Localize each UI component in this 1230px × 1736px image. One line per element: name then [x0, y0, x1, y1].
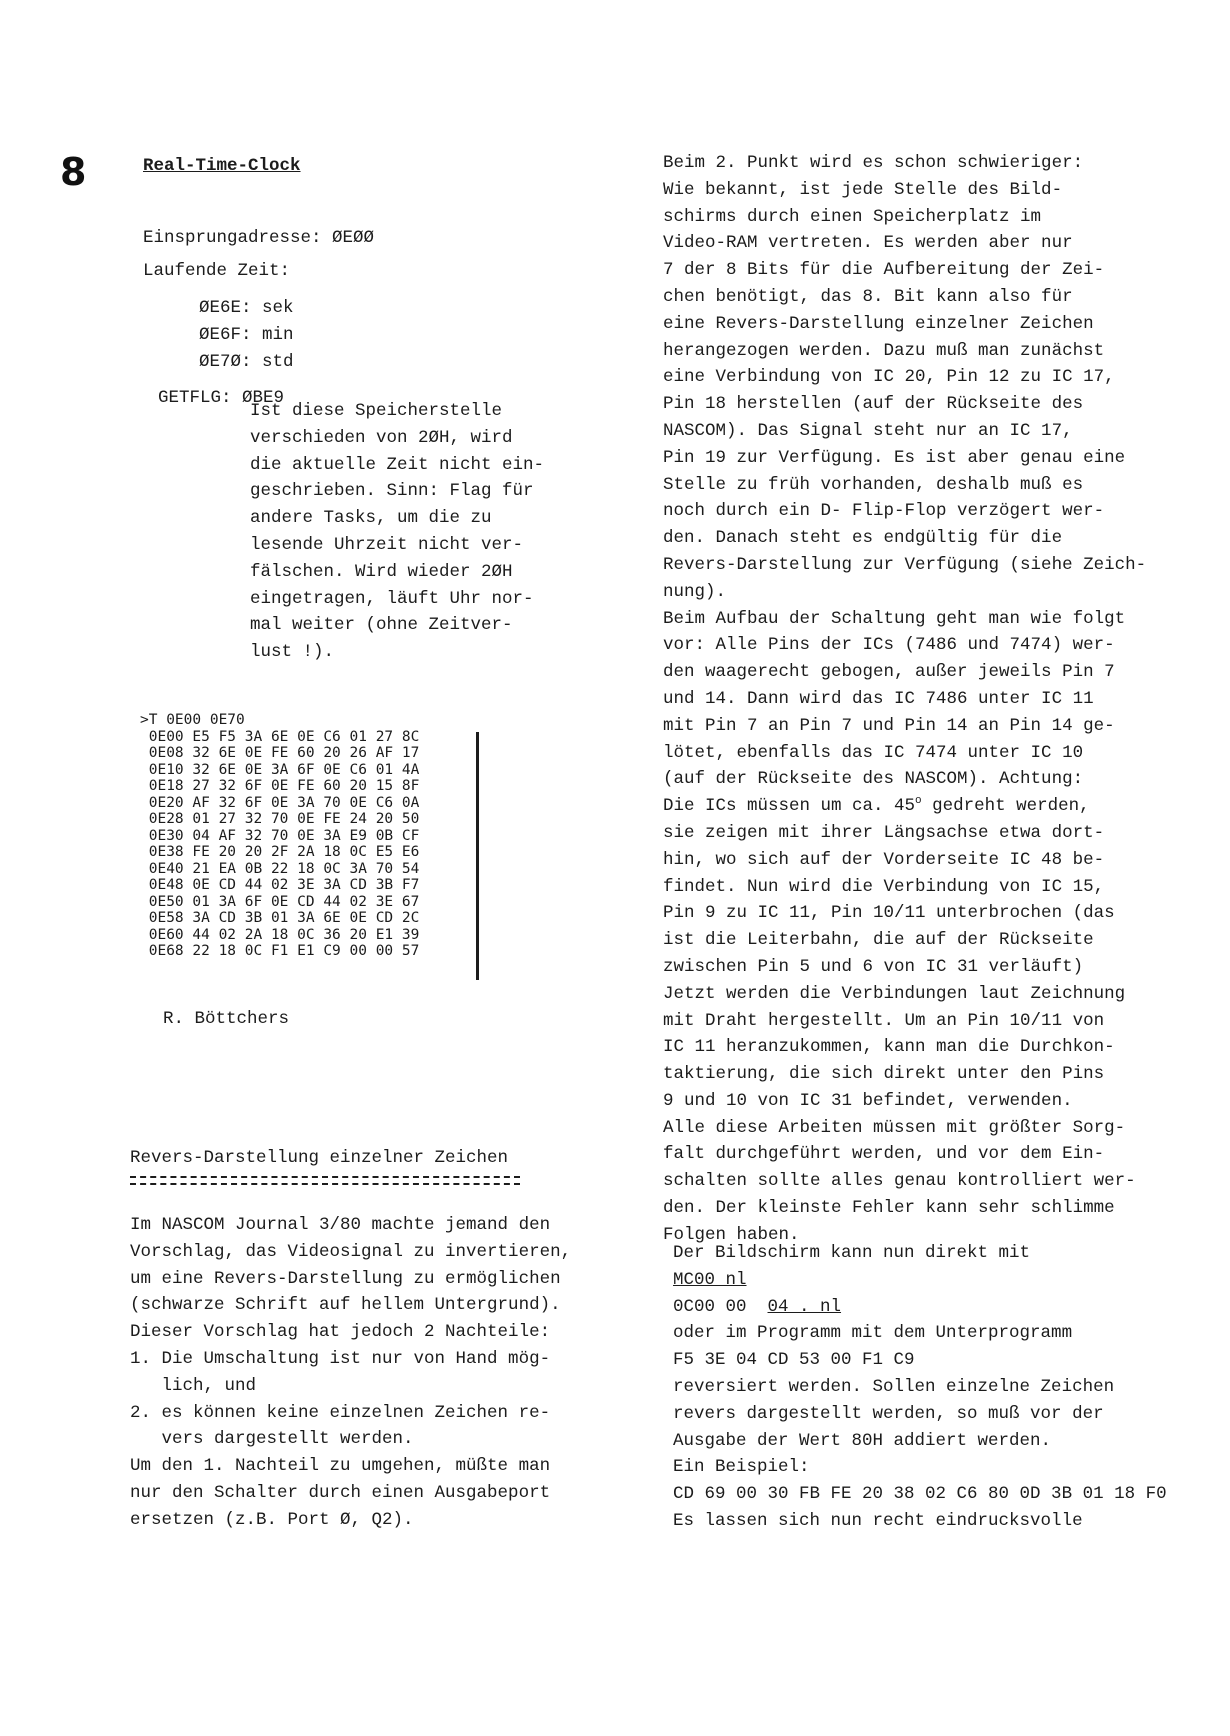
- body-line: ist die Leiterbahn, die auf der Rückseite: [663, 930, 1094, 951]
- subroutine-hex: F5 3E 04 CD 53 00 F1 C9: [673, 1350, 915, 1371]
- body-line: Folgen haben.: [663, 1224, 800, 1245]
- dump-row: 0E48 0E CD 44 02 3E 3A CD 3B F7: [140, 877, 420, 893]
- time-address-list: [199, 295, 294, 375]
- getflg-line: fälschen. Wird wieder 2ØH: [250, 561, 513, 582]
- address-sek: ØE6E: sek: [199, 298, 294, 318]
- body-line: 2. es können keine einzelnen Zeichen re-: [130, 1402, 551, 1423]
- dump-row: 0E40 21 EA 0B 22 18 0C 3A 70 54: [140, 860, 420, 877]
- rtc-title: Real-Time-Clock: [143, 156, 301, 176]
- body-line: Wie bekannt, ist jede Stelle des Bild-: [663, 179, 1063, 200]
- command-mc: MC00 nl: [673, 1269, 747, 1290]
- body-line: taktierung, die sich direkt unter den Pins: [663, 1064, 1105, 1085]
- body-line: Vorschlag, das Videosignal zu invertieren,: [130, 1241, 572, 1262]
- author: R. Böttchers: [163, 1009, 290, 1029]
- body-line: Es lassen sich nun recht eindrucksvolle: [673, 1510, 1083, 1531]
- getflg-line: lesende Uhrzeit nicht ver-: [250, 534, 524, 555]
- body-line-degree: [663, 793, 1146, 820]
- entry-address: Einsprungadresse: ØEØØ: [143, 228, 375, 248]
- checksum-divider: [476, 732, 479, 980]
- body-line: hin, wo sich auf der Vorderseite IC 48 be-: [663, 849, 1105, 870]
- body-line: Video-RAM vertreten. Es werden aber nur: [663, 233, 1073, 254]
- hex-dump: [140, 712, 419, 960]
- command-0c-value: 04 . nl: [767, 1296, 842, 1317]
- body-line: nung).: [663, 581, 727, 602]
- body-line: sie zeigen mit ihrer Längsachse etwa dort-: [663, 822, 1105, 843]
- getflg-line: geschrieben. Sinn: Flag für: [250, 481, 534, 502]
- body-line: reversiert werden. Sollen einzelne Zeichen: [673, 1376, 1115, 1397]
- getflg-label: GETFLG: ØBE9: [158, 388, 285, 408]
- body-line: Pin 18 herstellen (auf der Rückseite des: [663, 394, 1084, 415]
- dump-row: 0E58 3A CD 3B 01 3A 6E 0E CD 2C: [140, 910, 420, 926]
- body-line: schalten sollte alles genau kontrolliert wer-: [663, 1171, 1136, 1192]
- body-line: (schwarze Schrift auf hellem Untergrund).: [130, 1295, 561, 1316]
- dump-row: 0E38 FE 20 20 2F 2A 18 0C E5 E6: [140, 844, 420, 860]
- body-line: mit Draht hergestellt. Um an Pin 10/11 von: [663, 1010, 1105, 1031]
- body-line: findet. Nun wird die Verbindung von IC 15,: [663, 876, 1105, 897]
- body-line: vor: Alle Pins der ICs (7486 und 7474) wer-: [663, 635, 1115, 656]
- body-line: Der Bildschirm kann nun direkt mit: [673, 1243, 1031, 1263]
- body-line: lich, und: [130, 1375, 257, 1396]
- body-line: Ausgabe der Wert 80H addiert werden.: [673, 1430, 1052, 1451]
- body-line: Pin 9 zu IC 11, Pin 10/11 unterbrochen (das: [663, 903, 1115, 924]
- body-line: zwischen Pin 5 und 6 von IC 31 verläuft): [663, 956, 1084, 977]
- body-line: Stelle zu früh vorhanden, deshalb muß es: [663, 474, 1084, 495]
- getflg-description: [250, 398, 544, 666]
- getflg-line: eingetragen, läuft Uhr nor-: [250, 588, 534, 609]
- revers-title: Revers-Darstellung einzelner Zeichen: [130, 1148, 509, 1168]
- address-min: ØE6F: min: [199, 324, 294, 345]
- getflg-line: lust !).: [250, 642, 335, 663]
- revers-right-body: [663, 150, 1146, 1249]
- body-line: revers dargestellt werden, so muß vor der: [673, 1403, 1104, 1424]
- getflg-line: mal weiter (ohne Zeitver-: [250, 615, 513, 636]
- command-0c: [673, 1294, 1167, 1321]
- address-std: ØE7Ø: std: [199, 351, 294, 372]
- body-line: falt durchgeführt werden, und vor dem Ein-: [663, 1144, 1105, 1165]
- getflg-line: die aktuelle Zeit nicht ein-: [250, 454, 545, 475]
- body-line: den. Der kleinste Fehler kann sehr schlimme: [663, 1198, 1115, 1219]
- degree-tail: gedreht werden,: [921, 796, 1090, 817]
- body-line: Alle diese Arbeiten müssen mit größter Sorg-: [663, 1117, 1126, 1138]
- body-line: eine Revers-Darstellung einzelner Zeichen: [663, 313, 1094, 334]
- body-line: herangezogen werden. Dazu muß man zunächst: [663, 340, 1105, 361]
- body-line: lötet, ebenfalls das IC 7474 unter IC 10: [663, 742, 1084, 763]
- body-line: noch durch ein D- Flip-Flop verzögert wer-: [663, 501, 1105, 522]
- body-line: mit Pin 7 an Pin 7 und Pin 14 an Pin 14 ge-: [663, 715, 1115, 736]
- dump-row: 0E30 04 AF 32 70 0E 3A E9 0B CF: [140, 827, 420, 844]
- dump-row: 0E28 01 27 32 70 0E FE 24 20 50: [140, 811, 420, 827]
- getflg-line: Ist diese Speicherstelle: [250, 401, 503, 421]
- body-line: 9 und 10 von IC 31 befindet, verwenden.: [663, 1090, 1073, 1111]
- body-line: 7 der 8 Bits für die Aufbereitung der Zei-: [663, 260, 1105, 281]
- body-line: schirms durch einen Speicherplatz im: [663, 206, 1042, 227]
- body-line: Beim 2. Punkt wird es schon schwieriger:: [663, 153, 1084, 173]
- revers-right-body-continued: [673, 1240, 1167, 1535]
- dump-row: 0E20 AF 32 6F 0E 3A 70 0E C6 0A: [140, 794, 420, 811]
- dump-row: 0E00 E5 F5 3A 6E 0E C6 01 27 8C: [140, 728, 420, 745]
- body-line: Beim Aufbau der Schaltung geht man wie folgt: [663, 608, 1126, 629]
- laufende-zeit-label: Laufende Zeit:: [143, 261, 291, 281]
- body-line: 1. Die Umschaltung ist nur von Hand mög-: [130, 1348, 551, 1369]
- body-line: Pin 19 zur Verfügung. Es ist aber genau eine: [663, 447, 1126, 468]
- title-double-rule: [130, 1176, 520, 1185]
- dump-row: 0E18 27 32 6F 0E FE 60 20 15 8F: [140, 778, 420, 794]
- body-line: um eine Revers-Darstellung zu ermöglichen: [130, 1268, 561, 1289]
- body-line: Im NASCOM Journal 3/80 machte jemand den: [130, 1215, 551, 1235]
- body-line: Um den 1. Nachteil zu umgehen, müßte man: [130, 1456, 551, 1477]
- body-line: nur den Schalter durch einen Ausgabeport: [130, 1482, 551, 1503]
- body-line: den waagerecht gebogen, außer jeweils Pin 7: [663, 662, 1115, 683]
- degree-text: Die ICs müssen um ca. 45: [663, 796, 916, 817]
- body-line: vers dargestellt werden.: [130, 1429, 414, 1450]
- body-line: Revers-Darstellung zur Verfügung (siehe Zeich-: [663, 554, 1147, 575]
- body-line: IC 11 heranzukommen, kann man die Durchkon-: [663, 1037, 1115, 1058]
- body-line: Ein Beispiel:: [673, 1457, 810, 1478]
- body-line: Dieser Vorschlag hat jedoch 2 Nachteile:: [130, 1322, 551, 1343]
- degree-sign: o: [915, 795, 922, 808]
- example-hex: CD 69 00 30 FB FE 20 38 02 C6 80 0D 3B 01 18 F0: [673, 1484, 1167, 1505]
- page-number: 8: [60, 150, 87, 194]
- dump-row: 0E50 01 3A 6F 0E CD 44 02 3E 67: [140, 893, 420, 910]
- body-line: oder im Programm mit dem Unterprogramm: [673, 1323, 1073, 1344]
- body-line: eine Verbindung von IC 20, Pin 12 zu IC 17,: [663, 367, 1115, 388]
- dump-row: 0E68 22 18 0C F1 E1 C9 00 00 57: [140, 943, 420, 959]
- body-line: (auf der Rückseite des NASCOM). Achtung:: [663, 769, 1084, 790]
- body-line: den. Danach steht es endgültig für die: [663, 528, 1063, 549]
- getflg-line: andere Tasks, um die zu: [250, 508, 492, 529]
- dump-row: 0E10 32 6E 0E 3A 6F 0E C6 01 4A: [140, 761, 420, 778]
- body-line: Jetzt werden die Verbindungen laut Zeichnung: [663, 983, 1126, 1004]
- command-0c-prefix: 0C00 00: [673, 1296, 768, 1317]
- dump-row: 0E08 32 6E 0E FE 60 20 26 AF 17: [140, 745, 420, 761]
- dump-command: >T 0E00 0E70: [140, 712, 245, 728]
- dump-row: 0E60 44 02 2A 18 0C 36 20 E1 39: [140, 926, 420, 943]
- getflg-line: verschieden von 2ØH, wird: [250, 427, 513, 448]
- body-line: NASCOM). Das Signal steht nur an IC 17,: [663, 420, 1073, 441]
- body-line: ersetzen (z.B. Port Ø, Q2).: [130, 1509, 414, 1530]
- body-line: und 14. Dann wird das IC 7486 unter IC 11: [663, 688, 1094, 709]
- revers-left-body: [130, 1212, 571, 1534]
- body-line: chen benötigt, das 8. Bit kann also für: [663, 286, 1073, 307]
